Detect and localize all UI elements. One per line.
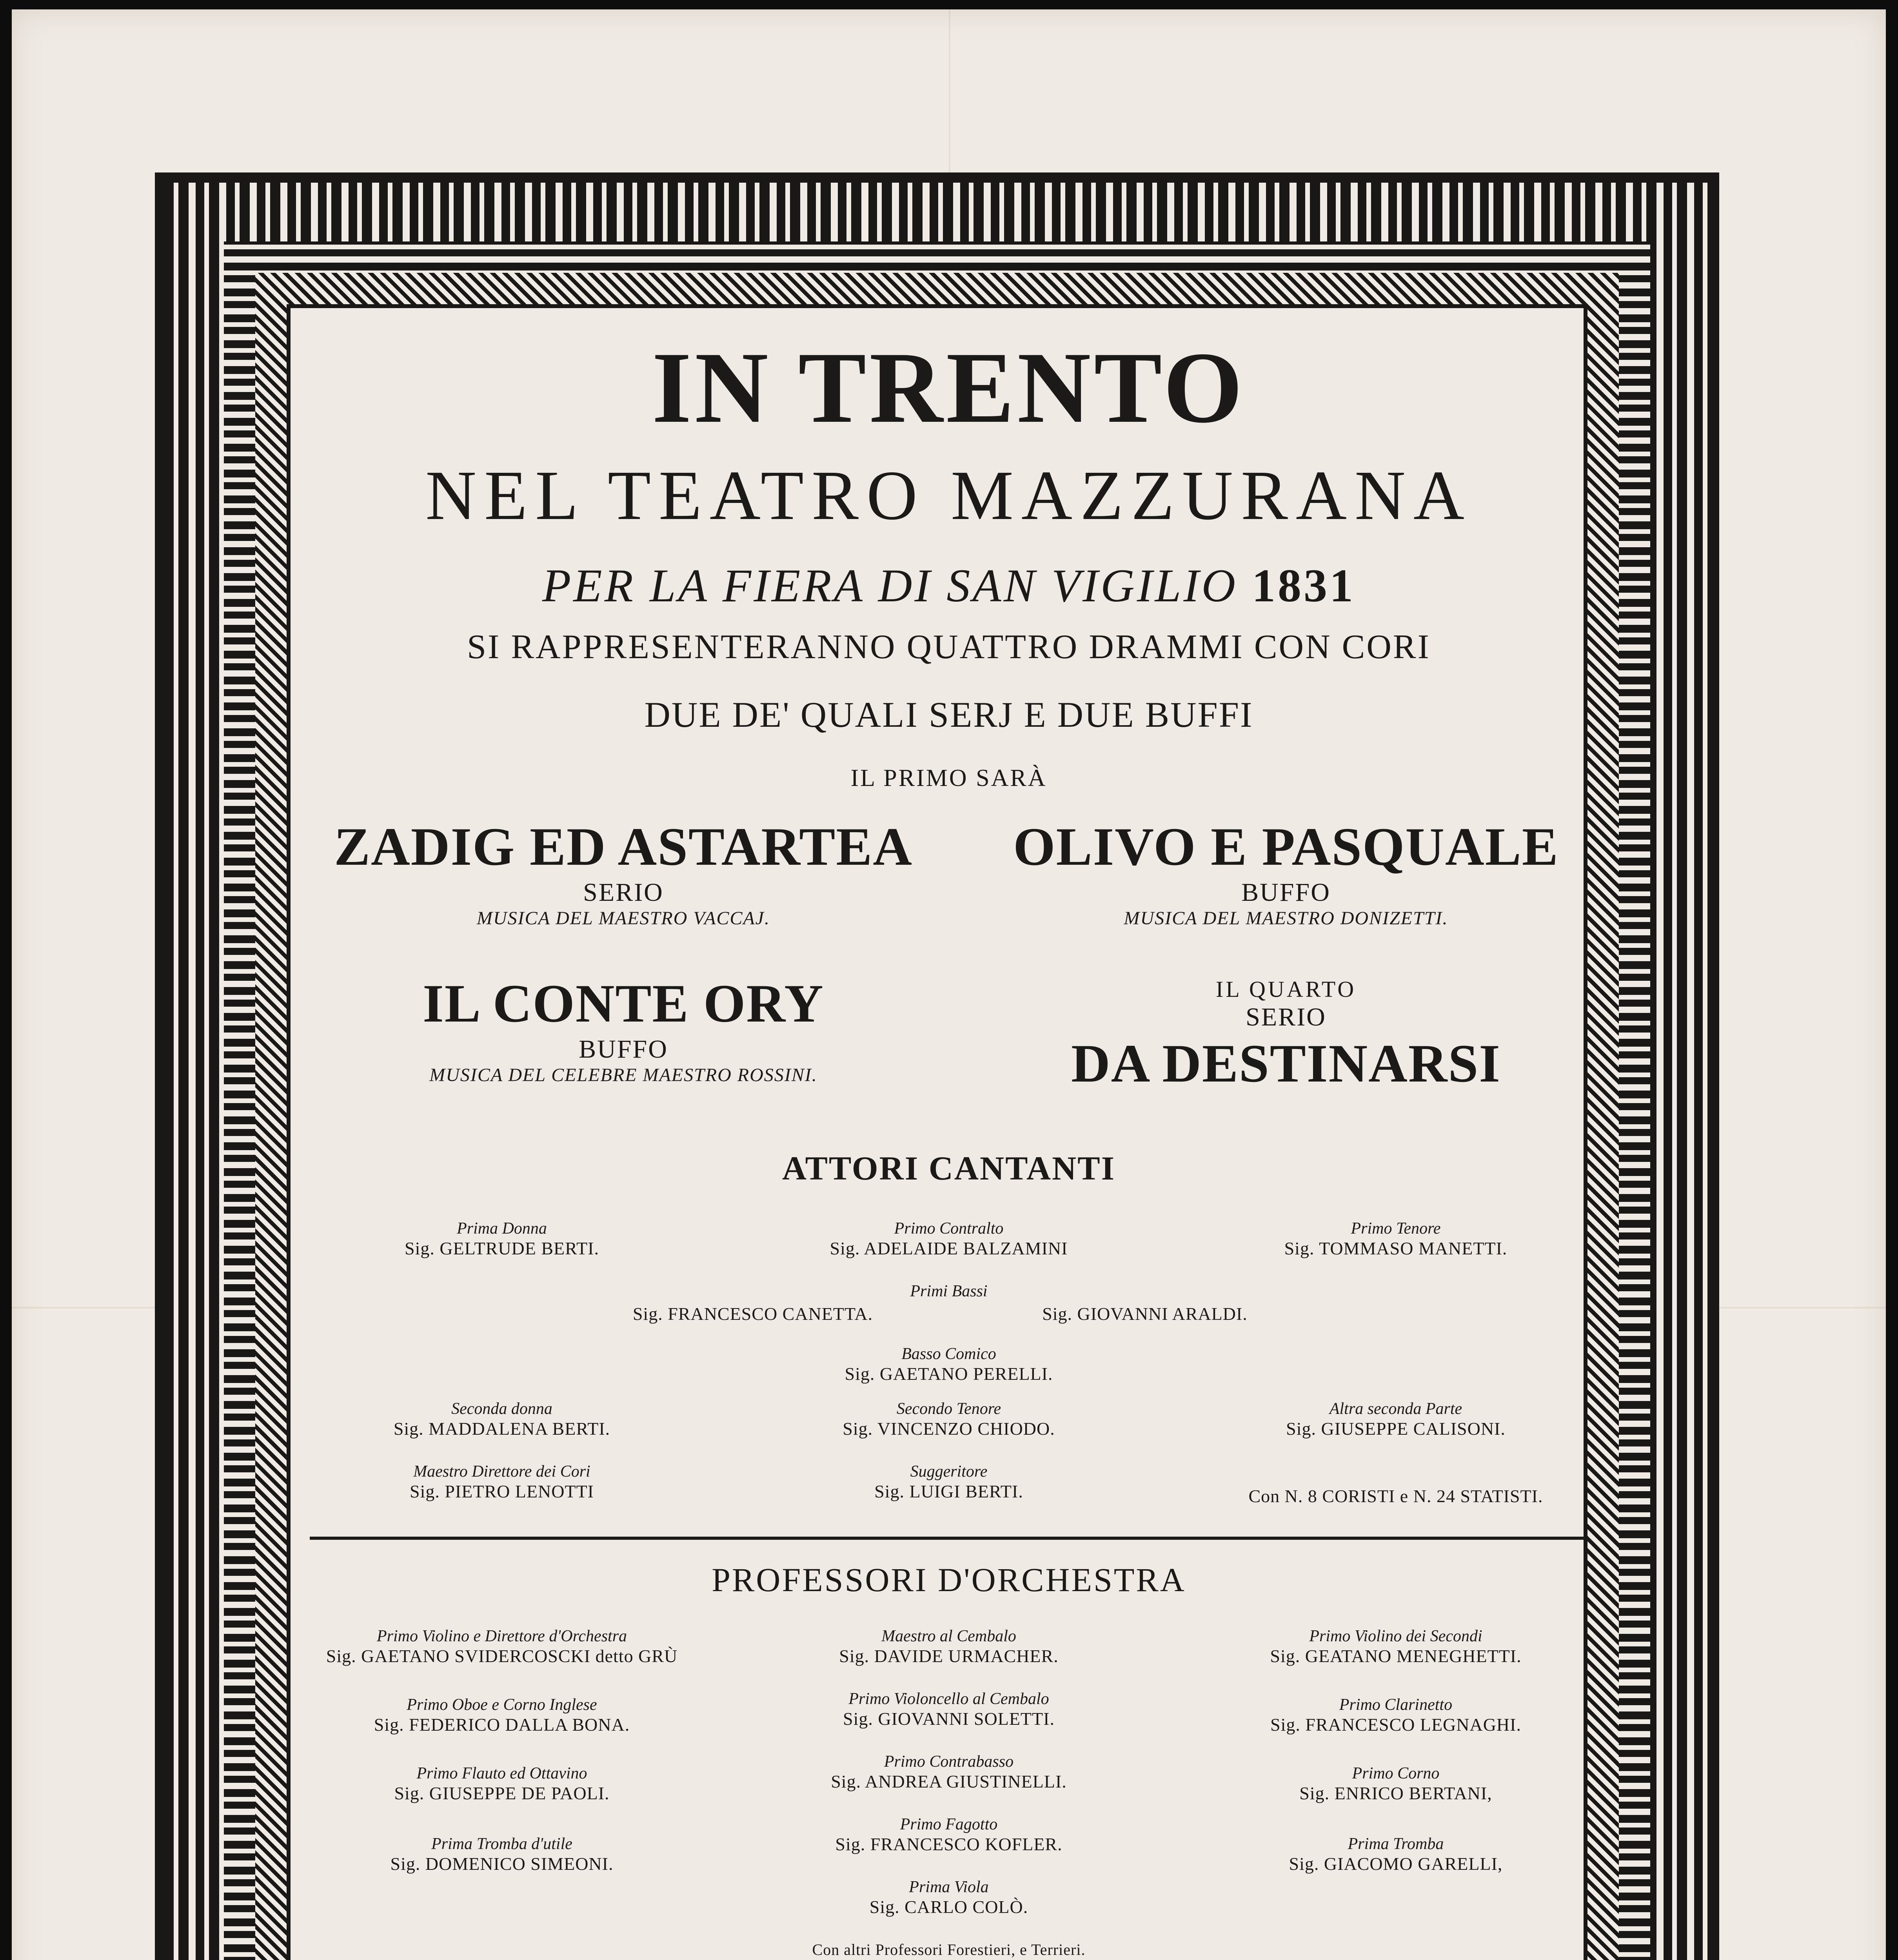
orchestra-heading: PROFESSORI D'ORCHESTRA (712, 1561, 1186, 1599)
singer-primo-tenore (1180, 1219, 1611, 1259)
player-name: Sig. GAETANO SVIDERCOSCKI detto GRÙ (326, 1646, 678, 1666)
opera-composer: MUSICA DEL MAESTRO DONIZETTI. (1124, 908, 1448, 929)
opera-title: ZADIG ED ASTARTEA (334, 817, 913, 877)
opera-composer: MUSICA DEL CELEBRE MAESTRO ROSSINI. (429, 1065, 817, 1085)
singer-name: Sig. GELTRUDE BERTI. (405, 1238, 599, 1258)
opera-genre: SERIO (1246, 1003, 1326, 1031)
singer-primo-contralto (733, 1219, 1164, 1259)
player-name: Sig. FRANCESCO LEGNAGHI. (1270, 1715, 1521, 1735)
subtitle-fair-text: PER LA FIERA DI SAN VIGILIO (542, 559, 1238, 612)
primi-bassi-role: Primi Bassi (910, 1282, 988, 1300)
singer-role: Suggeritore (910, 1463, 988, 1481)
section-divider (310, 1537, 1588, 1540)
orchestra-right-4 (1180, 1835, 1611, 1874)
opera-block-1 (286, 815, 961, 929)
opera-title: IL CONTE ORY (423, 973, 824, 1033)
orchestra-right-2 (1180, 1695, 1611, 1735)
singer-role: Basso Comico (901, 1345, 996, 1363)
singer-role: Prima Donna (457, 1220, 547, 1238)
player-name: Sig. DOMENICO SIMEONI. (390, 1854, 614, 1874)
singer-seconda-donna (286, 1399, 717, 1439)
singer-secondo-tenore (733, 1399, 1164, 1439)
player-role: Prima Tromba d'utile (431, 1835, 572, 1853)
orchestra-center-2 (733, 1690, 1164, 1729)
player-name: Sig. GIOVANNI SOLETTI. (843, 1709, 1055, 1729)
opera-pretitle: IL QUARTO (1215, 976, 1357, 1002)
singers-heading: ATTORI CANTANTI (782, 1149, 1116, 1187)
opera-title: OLIVO E PASQUALE (1013, 817, 1559, 877)
singer-name: Sig. VINCENZO CHIODO. (843, 1419, 1055, 1439)
singer-role: Primo Contralto (894, 1220, 1004, 1238)
title-theatre: NEL TEATRO MAZZURANA (425, 456, 1472, 534)
orchestra-right-3 (1180, 1764, 1611, 1804)
player-name: Sig. CARLO COLÒ. (869, 1897, 1028, 1917)
player-name: Sig. FEDERICO DALLA BONA. (374, 1715, 630, 1735)
singer-name: Sig. PIETRO LENOTTI (409, 1481, 594, 1501)
subtitle-first: IL PRIMO SARÀ (850, 765, 1047, 791)
orchestra-left-2 (286, 1695, 717, 1735)
opera-genre: BUFFO (1241, 878, 1331, 907)
player-name: Sig. FRANCESCO KOFLER. (835, 1834, 1063, 1854)
subtitle-fair (286, 559, 1611, 613)
player-name: Sig. GEATANO MENEGHETTI. (1270, 1646, 1522, 1666)
singer-basso-comico (733, 1345, 1164, 1384)
player-role: Primo Violino e Direttore d'Orchestra (376, 1627, 627, 1645)
subtitle-serious-comic: DUE DE' QUALI SERJ E DUE BUFFI (644, 695, 1253, 735)
singer-role: Maestro Direttore dei Cori (413, 1463, 590, 1481)
opera-block-3 (286, 972, 961, 1086)
orchestra-center-1 (733, 1627, 1164, 1666)
player-name: Sig. ENRICO BERTANI, (1299, 1783, 1492, 1803)
opera-genre: BUFFO (579, 1035, 668, 1063)
suggeritore (733, 1462, 1164, 1502)
singer-role: Secondo Tenore (896, 1400, 1001, 1418)
player-role: Primo Flauto ed Ottavino (416, 1764, 587, 1782)
singer-role: Altra seconda Parte (1329, 1400, 1462, 1418)
poster-content (286, 306, 1611, 1960)
opera-title: DA DESTINARSI (1071, 1033, 1501, 1093)
player-role: Primo Corno (1352, 1764, 1440, 1782)
opera-block-4 (961, 976, 1611, 1094)
player-name: Sig. GIACOMO GARELLI, (1289, 1854, 1503, 1874)
singer-name: Sig. GIUSEPPE CALISONI. (1286, 1419, 1506, 1439)
singer-prima-donna (286, 1219, 717, 1259)
opera-composer: MUSICA DEL MAESTRO VACCAJ. (477, 908, 770, 929)
player-role: Primo Fagotto (900, 1815, 998, 1833)
subtitle-dramas: SI RAPPRESENTERANNO QUATTRO DRAMMI CON CORI (467, 628, 1431, 666)
singer-name: Sig. GAETANO PERELLI. (845, 1364, 1053, 1384)
player-name: Sig. DAVIDE URMACHER. (839, 1646, 1059, 1666)
orchestra-center-3 (733, 1752, 1164, 1792)
singer-name: Sig. TOMMASO MANETTI. (1284, 1238, 1508, 1258)
player-role: Primo Oboe e Corno Inglese (407, 1696, 597, 1714)
player-role: Primo Contrabasso (884, 1753, 1014, 1771)
title-city: IN TRENTO (652, 331, 1246, 444)
singer-name: Sig. ADELAIDE BALZAMINI (830, 1238, 1068, 1258)
singer-role: Primo Tenore (1351, 1220, 1441, 1238)
orchestra-left-1 (286, 1627, 717, 1666)
orchestra-center-4 (733, 1815, 1164, 1855)
opera-block-2 (961, 815, 1611, 929)
player-name: Sig. ANDREA GIUSTINELLI. (831, 1771, 1067, 1791)
singer-name: Sig. LUIGI BERTI. (874, 1481, 1023, 1501)
orchestra-center-5 (733, 1878, 1164, 1917)
player-name: Sig. GIUSEPPE DE PAOLI. (394, 1783, 610, 1803)
singer-role: Seconda donna (451, 1400, 552, 1418)
singer-altra-seconda (1180, 1399, 1611, 1439)
primi-bassi-name-1: Sig. FRANCESCO CANETTA. (632, 1304, 873, 1324)
opera-genre: SERIO (583, 878, 664, 907)
orchestra-others: Con altri Professori Forestieri, e Terrieri. (812, 1941, 1086, 1958)
player-role: Maestro al Cembalo (881, 1627, 1016, 1645)
player-role: Prima Tromba (1348, 1835, 1444, 1853)
player-role: Primo Violino dei Secondi (1309, 1627, 1482, 1645)
player-role: Primo Clarinetto (1339, 1696, 1453, 1714)
maestro-cori (286, 1462, 717, 1502)
singer-name: Sig. MADDALENA BERTI. (393, 1419, 610, 1439)
coristi-note: Con N. 8 CORISTI e N. 24 STATISTI. (1248, 1486, 1543, 1506)
primi-bassi-name-2: Sig. GIOVANNI ARALDI. (1042, 1304, 1248, 1324)
player-role: Primo Violoncello al Cembalo (848, 1690, 1049, 1708)
orchestra-right-1 (1180, 1627, 1611, 1666)
orchestra-left-3 (286, 1764, 717, 1804)
orchestra-left-4 (286, 1835, 717, 1874)
subtitle-year: 1831 (1251, 559, 1355, 612)
player-role: Prima Viola (909, 1878, 989, 1896)
